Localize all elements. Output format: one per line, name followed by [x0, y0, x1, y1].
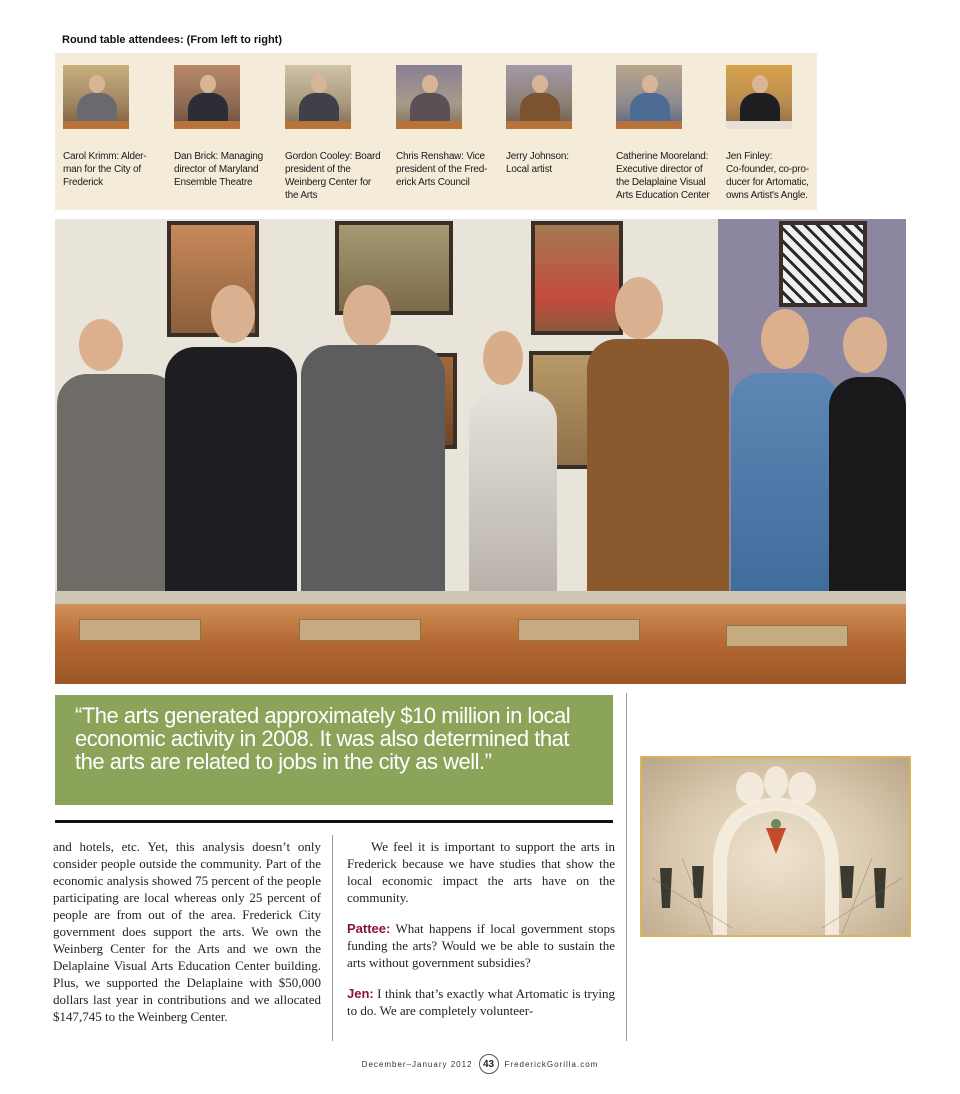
speaker-label: Pattee:: [347, 921, 391, 936]
article-paragraph: and hotels, etc. Yet, this analysis doesn’t only consider people outside the community. Part of the economic analysis showed 75 percent of the people participating are local whereas only 25 percent of people are from out of the area. Frederick City government does support the arts. We own the Weinberg Center for the Arts and we own the Delaplaine Visual Arts Education Center building. Plus, we supported the Delaplaine with $50,000 dollars last year in contributions and we allocated $147,745 to the Weinberg Center.: [53, 839, 321, 1024]
attendee-caption: Carol Krimm: Alder- man for the City of Frederick: [63, 151, 147, 188]
artwork-illustration: [642, 758, 909, 935]
column-divider: [626, 693, 627, 1041]
article-paragraph: We feel it is important to support the arts in Frederick because we have studies that show the local economic impact the arts have on the community.: [347, 839, 615, 905]
attendee-card: [174, 65, 284, 189]
article-column-left: [53, 838, 321, 1025]
attendee-photo: [396, 65, 462, 129]
article-column-right: [347, 838, 615, 1019]
group-photo: [55, 219, 906, 684]
attendee-caption: Jen Finley: Co-founder, co-pro- ducer for Artomatic, owns Artist's Angle.: [726, 151, 809, 201]
attendee-caption: Dan Brick: Managing director of Maryland Ensemble Theatre: [174, 151, 264, 188]
pull-quote: “The arts generated approximately $10 million in local economic activity in 2008. It was also determined that the arts are related to jobs in the city as well.”: [75, 703, 571, 774]
attendee-photo: [174, 65, 240, 129]
attendee-card: [616, 65, 726, 202]
attendee-band: [55, 53, 817, 210]
attendee-card: [506, 65, 616, 176]
speaker-label: Jen:: [347, 986, 374, 1001]
attendee-caption: Gordon Cooley: Board president of the Weinberg Center for the Arts: [285, 151, 381, 201]
page-number: 43: [479, 1054, 499, 1074]
pull-quote-box: [55, 695, 613, 805]
attendee-photo: [285, 65, 351, 129]
interview-question: [347, 920, 615, 971]
answer-text: I think that’s exactly what Artomatic is trying to do. We are completely volunteer-: [347, 986, 615, 1018]
attendee-card: [396, 65, 506, 189]
page-footer: [0, 1053, 960, 1075]
attendee-photo: [726, 65, 792, 129]
attendee-card: [63, 65, 173, 189]
attendee-photo: [616, 65, 682, 129]
attendees-heading: Round table attendees: (From left to right): [62, 34, 282, 46]
issue-date: December–January 2012: [361, 1059, 473, 1069]
attendee-photo: [63, 65, 129, 129]
attendee-caption: Jerry Johnson: Local artist: [506, 151, 569, 175]
attendee-photo: [506, 65, 572, 129]
attendee-caption: Chris Renshaw: Vice president of the Fred- erick Arts Council: [396, 151, 488, 188]
attendee-caption: Catherine Mooreland: Executive director of the Delaplaine Visual Arts Education Center: [616, 151, 710, 201]
artwork-image: [640, 756, 911, 937]
attendee-card: [285, 65, 395, 202]
question-text: What happens if local government stops funding the arts? Would we be able to sustain the arts without government subsidies?: [347, 921, 615, 970]
attendee-card: [726, 65, 836, 202]
column-divider: [332, 835, 333, 1041]
site-name: FrederickGorilla.com: [504, 1059, 599, 1069]
interview-answer: [347, 985, 615, 1019]
quote-divider: [55, 820, 613, 823]
